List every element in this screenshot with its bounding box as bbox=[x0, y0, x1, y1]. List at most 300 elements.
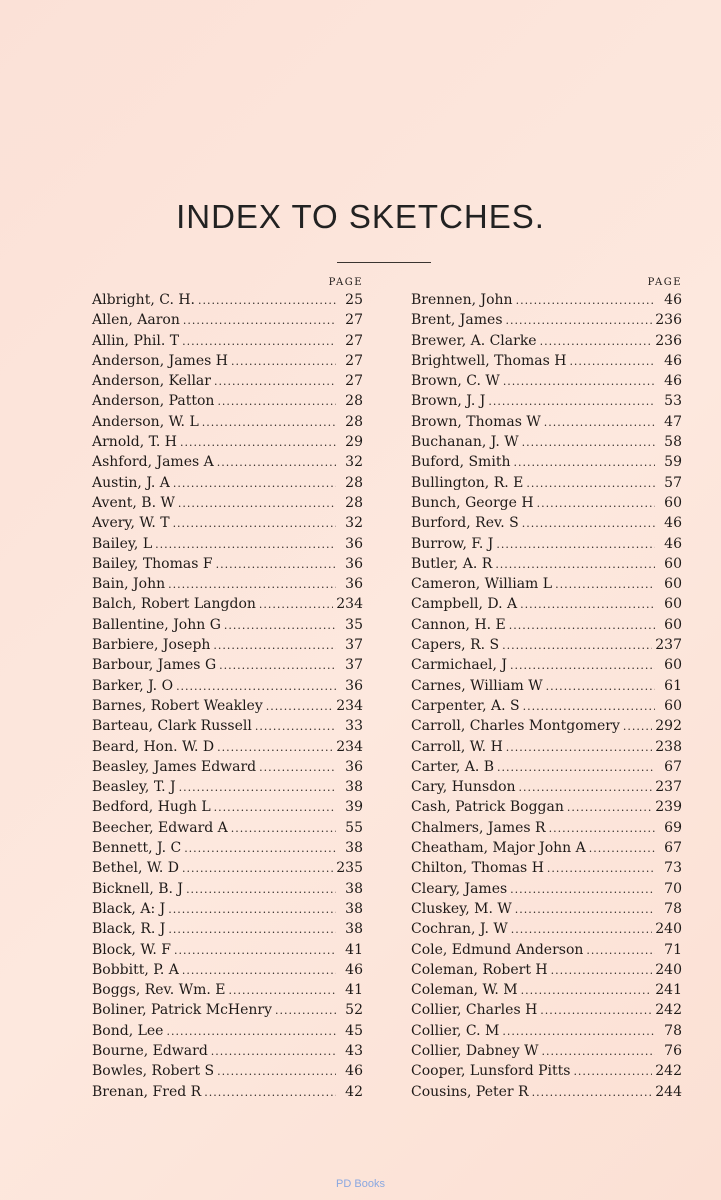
entry-name: Butler, A. R bbox=[411, 555, 493, 572]
entry-name: Bethel, W. D bbox=[92, 860, 179, 877]
index-entry bbox=[411, 1021, 682, 1041]
index-entry bbox=[411, 290, 682, 310]
dot-leader bbox=[540, 1001, 652, 1021]
index-entry bbox=[92, 371, 363, 391]
entry-page-number: 41 bbox=[345, 982, 363, 999]
entry-name: Boliner, Patrick McHenry bbox=[92, 1002, 273, 1019]
dot-leader bbox=[542, 1042, 656, 1062]
dot-leader bbox=[173, 514, 336, 534]
index-entry bbox=[92, 676, 363, 696]
dot-leader bbox=[275, 1001, 336, 1021]
index-entry bbox=[92, 351, 363, 371]
entry-name: Bicknell, B. J bbox=[92, 880, 184, 897]
entry-name: Black, R. J bbox=[92, 921, 166, 938]
dot-leader bbox=[214, 372, 336, 392]
entry-name: Ballentine, John G bbox=[92, 616, 221, 633]
index-entry bbox=[92, 655, 363, 675]
index-entry bbox=[411, 635, 682, 655]
dot-leader bbox=[511, 920, 652, 940]
index-entry bbox=[92, 980, 363, 1000]
dot-leader bbox=[217, 1062, 336, 1082]
entry-name: Bailey, Thomas F bbox=[92, 555, 213, 572]
dot-leader bbox=[180, 433, 336, 453]
index-entry bbox=[92, 716, 363, 736]
index-entry bbox=[92, 635, 363, 655]
dot-leader bbox=[569, 352, 655, 372]
entry-page-number: 76 bbox=[664, 1042, 682, 1059]
dot-leader bbox=[537, 494, 655, 514]
dot-leader bbox=[513, 453, 655, 473]
index-entry bbox=[92, 554, 363, 574]
index-entry bbox=[411, 493, 682, 513]
entry-page-number: 46 bbox=[345, 1063, 363, 1080]
dot-leader bbox=[186, 880, 336, 900]
index-entry bbox=[411, 1061, 682, 1081]
entry-name: Ashford, James A bbox=[92, 454, 214, 471]
entry-name: Campbell, D. A bbox=[411, 596, 518, 613]
entry-name: Brightwell, Thomas H bbox=[411, 352, 567, 369]
dot-leader bbox=[213, 636, 336, 656]
entry-page-number: 39 bbox=[345, 799, 363, 816]
entry-page-number: 60 bbox=[664, 576, 682, 593]
entry-name: Allin, Phil. T bbox=[92, 332, 180, 349]
entry-page-number: 234 bbox=[336, 697, 363, 714]
entry-page-number: 73 bbox=[664, 860, 682, 877]
entry-page-number: 38 bbox=[345, 900, 363, 917]
index-column-left bbox=[92, 276, 363, 1102]
entry-name: Cleary, James bbox=[411, 880, 508, 897]
index-entry bbox=[411, 757, 682, 777]
entry-name: Albright, C. H. bbox=[92, 292, 195, 308]
entry-page-number: 60 bbox=[664, 596, 682, 613]
index-entry bbox=[92, 757, 363, 777]
entry-page-number: 36 bbox=[345, 535, 363, 552]
entry-name: Coleman, W. M bbox=[411, 982, 518, 999]
entry-page-number: 29 bbox=[345, 434, 363, 451]
entry-name: Brown, C. W bbox=[411, 373, 500, 390]
dot-leader bbox=[555, 575, 655, 595]
entry-name: Barnes, Robert Weakley bbox=[92, 697, 263, 714]
entry-page-number: 36 bbox=[345, 677, 363, 694]
entry-page-number: 37 bbox=[345, 657, 363, 674]
entry-page-number: 25 bbox=[345, 292, 363, 308]
index-entry bbox=[411, 554, 682, 574]
index-entry bbox=[92, 574, 363, 594]
entry-name: Burrow, F. J bbox=[411, 535, 494, 552]
dot-leader bbox=[549, 819, 655, 839]
entry-page-number: 60 bbox=[664, 616, 682, 633]
dot-leader bbox=[216, 555, 336, 575]
entry-page-number: 237 bbox=[655, 779, 682, 796]
entry-page-number: 38 bbox=[345, 840, 363, 857]
dot-leader bbox=[182, 859, 333, 879]
entry-name: Carroll, W. H bbox=[411, 738, 503, 755]
entry-name: Bourne, Edward bbox=[92, 1042, 208, 1059]
index-entry bbox=[92, 1000, 363, 1020]
index-entry bbox=[92, 331, 363, 351]
index-entry bbox=[411, 919, 682, 939]
dot-leader bbox=[506, 311, 653, 331]
entry-page-number: 60 bbox=[664, 555, 682, 572]
index-entry bbox=[92, 696, 363, 716]
dot-leader bbox=[168, 900, 336, 920]
dot-leader bbox=[173, 474, 336, 494]
entry-name: Carroll, Charles Montgomery bbox=[411, 718, 620, 735]
entry-name: Chilton, Thomas H bbox=[411, 860, 544, 877]
entry-page-number: 241 bbox=[655, 982, 682, 999]
page-column-header: PAGE bbox=[328, 277, 363, 288]
entry-page-number: 67 bbox=[664, 840, 682, 857]
entry-page-number: 32 bbox=[345, 515, 363, 532]
dot-leader bbox=[497, 758, 655, 778]
entry-name: Brown, J. J bbox=[411, 393, 486, 410]
entry-name: Cluskey, M. W bbox=[411, 900, 512, 917]
index-entry bbox=[411, 432, 682, 452]
entry-name: Barteau, Clark Russell bbox=[92, 718, 252, 735]
dot-leader bbox=[224, 616, 336, 636]
dot-leader bbox=[259, 595, 333, 615]
index-entry bbox=[411, 371, 682, 391]
index-entry bbox=[411, 615, 682, 635]
entry-page-number: 59 bbox=[664, 454, 682, 471]
dot-leader bbox=[202, 413, 336, 433]
index-entry bbox=[92, 899, 363, 919]
entry-name: Arnold, T. H bbox=[92, 434, 177, 451]
dot-leader bbox=[495, 555, 655, 575]
entry-page-number: 46 bbox=[664, 515, 682, 532]
index-entry bbox=[411, 777, 682, 797]
entry-name: Avery, W. T bbox=[92, 515, 170, 532]
dot-leader bbox=[522, 514, 655, 534]
dot-leader bbox=[506, 738, 652, 758]
entry-name: Bullington, R. E bbox=[411, 474, 524, 491]
entry-page-number: 60 bbox=[664, 697, 682, 714]
entry-name: Brennen, John bbox=[411, 292, 513, 308]
index-entry bbox=[411, 858, 682, 878]
index-entry bbox=[411, 899, 682, 919]
dot-leader bbox=[526, 474, 655, 494]
entry-name: Cannon, H. E bbox=[411, 616, 506, 633]
entry-page-number: 60 bbox=[664, 657, 682, 674]
index-entry bbox=[92, 534, 363, 554]
entry-page-number: 41 bbox=[345, 941, 363, 958]
index-entry bbox=[92, 858, 363, 878]
dot-leader bbox=[231, 352, 336, 372]
entry-name: Cary, Hunsdon bbox=[411, 779, 516, 796]
dot-leader bbox=[551, 961, 653, 981]
index-entry bbox=[92, 940, 363, 960]
index-entry bbox=[411, 797, 682, 817]
page-column-header: PAGE bbox=[647, 277, 682, 288]
entry-page-number: 42 bbox=[345, 1083, 363, 1100]
entry-name: Brewer, A. Clarke bbox=[411, 332, 537, 349]
title-rule bbox=[337, 262, 431, 263]
entry-name: Balch, Robert Langdon bbox=[92, 596, 256, 613]
index-entries bbox=[92, 290, 363, 1102]
entry-page-number: 28 bbox=[345, 393, 363, 410]
dot-leader bbox=[515, 900, 655, 920]
entry-name: Carter, A. B bbox=[411, 758, 495, 775]
entry-page-number: 58 bbox=[664, 434, 682, 451]
entry-name: Bailey, L bbox=[92, 535, 153, 552]
dot-leader bbox=[229, 981, 337, 1001]
dot-leader bbox=[179, 778, 336, 798]
index-entry bbox=[92, 615, 363, 635]
dot-leader bbox=[488, 392, 655, 412]
index-entry bbox=[92, 391, 363, 411]
entry-name: Boggs, Rev. Wm. E bbox=[92, 982, 226, 999]
entry-page-number: 46 bbox=[664, 352, 682, 369]
entry-page-number: 46 bbox=[664, 292, 682, 308]
index-entry bbox=[411, 351, 682, 371]
entry-name: Collier, Dabney W bbox=[411, 1042, 539, 1059]
entry-name: Carpenter, A. S bbox=[411, 697, 520, 714]
entry-page-number: 71 bbox=[664, 941, 682, 958]
index-entry bbox=[411, 452, 682, 472]
index-entry bbox=[411, 391, 682, 411]
entry-page-number: 70 bbox=[664, 880, 682, 897]
watermark: PD Books bbox=[336, 1178, 385, 1190]
index-entry bbox=[92, 432, 363, 452]
entry-page-number: 46 bbox=[664, 373, 682, 390]
index-entry bbox=[92, 960, 363, 980]
dot-leader bbox=[182, 332, 336, 352]
index-entries bbox=[411, 290, 682, 1102]
entry-page-number: 67 bbox=[664, 758, 682, 775]
dot-leader bbox=[544, 413, 655, 433]
dot-leader bbox=[540, 332, 653, 352]
entry-page-number: 47 bbox=[664, 413, 682, 430]
index-entry bbox=[411, 940, 682, 960]
index-entry bbox=[411, 838, 682, 858]
dot-leader bbox=[532, 1083, 653, 1103]
dot-leader bbox=[503, 372, 655, 392]
entry-page-number: 60 bbox=[664, 494, 682, 511]
index-entry bbox=[411, 737, 682, 757]
index-entry bbox=[411, 534, 682, 554]
entry-name: Anderson, James H bbox=[92, 352, 228, 369]
index-entry bbox=[411, 594, 682, 614]
dot-leader bbox=[519, 778, 653, 798]
entry-name: Bain, John bbox=[92, 576, 166, 593]
entry-name: Barbour, James G bbox=[92, 657, 217, 674]
dot-leader bbox=[214, 798, 336, 818]
entry-page-number: 234 bbox=[336, 596, 363, 613]
entry-page-number: 234 bbox=[336, 738, 363, 755]
index-entry bbox=[411, 879, 682, 899]
entry-name: Cochran, J. W bbox=[411, 921, 508, 938]
dot-leader bbox=[183, 311, 336, 331]
entry-name: Coleman, Robert H bbox=[411, 961, 548, 978]
index-entry bbox=[92, 919, 363, 939]
entry-page-number: 46 bbox=[664, 535, 682, 552]
entry-name: Block, W. F bbox=[92, 941, 171, 958]
dot-leader bbox=[623, 717, 652, 737]
dot-leader bbox=[510, 656, 655, 676]
entry-name: Carnes, William W bbox=[411, 677, 543, 694]
dot-leader bbox=[217, 392, 336, 412]
index-entry bbox=[411, 513, 682, 533]
dot-leader bbox=[259, 758, 336, 778]
index-entry bbox=[92, 513, 363, 533]
entry-page-number: 237 bbox=[655, 637, 682, 654]
index-entry bbox=[92, 1061, 363, 1081]
dot-leader bbox=[211, 1042, 336, 1062]
entry-page-number: 38 bbox=[345, 921, 363, 938]
dot-leader bbox=[496, 535, 655, 555]
entry-name: Barbiere, Joseph bbox=[92, 637, 211, 654]
entry-page-number: 27 bbox=[345, 352, 363, 369]
dot-leader bbox=[521, 981, 653, 1001]
dot-leader bbox=[547, 859, 655, 879]
index-entry bbox=[92, 797, 363, 817]
entry-page-number: 45 bbox=[345, 1022, 363, 1039]
entry-name: Cheatham, Major John A bbox=[411, 840, 586, 857]
dot-leader bbox=[168, 920, 336, 940]
index-entry bbox=[92, 1082, 363, 1102]
dot-leader bbox=[182, 961, 336, 981]
entry-page-number: 38 bbox=[345, 880, 363, 897]
entry-name: Anderson, Kellar bbox=[92, 373, 211, 390]
dot-leader bbox=[567, 798, 652, 818]
dot-leader bbox=[586, 941, 655, 961]
entry-name: Brent, James bbox=[411, 312, 503, 329]
entry-name: Collier, Charles H bbox=[411, 1002, 538, 1019]
index-entry bbox=[92, 737, 363, 757]
entry-page-number: 55 bbox=[345, 819, 363, 836]
entry-page-number: 236 bbox=[655, 312, 682, 329]
entry-name: Bedford, Hugh L bbox=[92, 799, 211, 816]
index-entry bbox=[411, 1082, 682, 1102]
dot-leader bbox=[176, 677, 336, 697]
index-entry bbox=[411, 1000, 682, 1020]
page-title: INDEX TO SKETCHES. bbox=[176, 198, 545, 235]
entry-name: Avent, B. W bbox=[92, 494, 175, 511]
index-entry bbox=[92, 1021, 363, 1041]
entry-page-number: 240 bbox=[655, 921, 682, 938]
index-entry bbox=[92, 452, 363, 472]
index-entry bbox=[411, 818, 682, 838]
index-entry bbox=[92, 310, 363, 330]
index-entry bbox=[92, 594, 363, 614]
entry-name: Beecher, Edward A bbox=[92, 819, 228, 836]
dot-leader bbox=[546, 677, 655, 697]
entry-name: Barker, J. O bbox=[92, 677, 174, 694]
entry-page-number: 37 bbox=[345, 637, 363, 654]
entry-name: Brenan, Fred R bbox=[92, 1083, 202, 1100]
entry-page-number: 46 bbox=[345, 961, 363, 978]
entry-page-number: 32 bbox=[345, 454, 363, 471]
index-entry bbox=[411, 574, 682, 594]
dot-leader bbox=[184, 839, 336, 859]
index-entry bbox=[411, 676, 682, 696]
entry-page-number: 69 bbox=[664, 819, 682, 836]
entry-name: Bowles, Robert S bbox=[92, 1063, 215, 1080]
index-entry bbox=[411, 331, 682, 351]
index-entry bbox=[92, 412, 363, 432]
entry-name: Cash, Patrick Boggan bbox=[411, 799, 564, 816]
dot-leader bbox=[573, 1062, 652, 1082]
entry-name: Collier, C. M bbox=[411, 1022, 500, 1039]
entry-name: Austin, J. A bbox=[92, 474, 170, 491]
dot-leader bbox=[255, 717, 336, 737]
index-entry bbox=[411, 716, 682, 736]
dot-leader bbox=[522, 433, 655, 453]
entry-name: Chalmers, James R bbox=[411, 819, 546, 836]
entry-name: Bond, Lee bbox=[92, 1022, 164, 1039]
index-entry bbox=[411, 960, 682, 980]
entry-name: Carmichael, J bbox=[411, 657, 507, 674]
entry-name: Brown, Thomas W bbox=[411, 413, 541, 430]
entry-name: Cole, Edmund Anderson bbox=[411, 941, 584, 958]
entry-name: Anderson, Patton bbox=[92, 393, 215, 410]
entry-page-number: 236 bbox=[655, 332, 682, 349]
entry-name: Beard, Hon. W. D bbox=[92, 738, 215, 755]
entry-name: Beasley, T. J bbox=[92, 779, 176, 796]
entry-page-number: 38 bbox=[345, 779, 363, 796]
index-entry bbox=[92, 473, 363, 493]
index-entry bbox=[92, 290, 363, 310]
dot-leader bbox=[510, 880, 655, 900]
dot-leader bbox=[516, 291, 655, 311]
entry-page-number: 78 bbox=[664, 1022, 682, 1039]
dot-leader bbox=[217, 453, 336, 473]
entry-page-number: 53 bbox=[664, 393, 682, 410]
entry-page-number: 242 bbox=[655, 1063, 682, 1080]
entry-name: Buford, Smith bbox=[411, 454, 511, 471]
index-entry bbox=[411, 655, 682, 675]
entry-page-number: 238 bbox=[655, 738, 682, 755]
entry-page-number: 57 bbox=[664, 474, 682, 491]
entry-page-number: 33 bbox=[345, 718, 363, 735]
entry-page-number: 235 bbox=[336, 860, 363, 877]
dot-leader bbox=[266, 697, 334, 717]
entry-name: Capers, R. S bbox=[411, 637, 500, 654]
entry-name: Buchanan, J. W bbox=[411, 434, 519, 451]
entry-page-number: 28 bbox=[345, 474, 363, 491]
entry-name: Cameron, William L bbox=[411, 576, 553, 593]
dot-leader bbox=[589, 839, 655, 859]
index-entry bbox=[92, 838, 363, 858]
dot-leader bbox=[217, 738, 333, 758]
entry-page-number: 27 bbox=[345, 332, 363, 349]
index-entry bbox=[411, 696, 682, 716]
index-entry bbox=[411, 980, 682, 1000]
dot-leader bbox=[155, 535, 336, 555]
entry-name: Burford, Rev. S bbox=[411, 515, 519, 532]
index-entry bbox=[411, 1041, 682, 1061]
entry-page-number: 242 bbox=[655, 1002, 682, 1019]
entry-name: Anderson, W. L bbox=[92, 413, 199, 430]
entry-name: Cousins, Peter R bbox=[411, 1083, 529, 1100]
index-entry bbox=[92, 879, 363, 899]
index-entry bbox=[411, 412, 682, 432]
entry-page-number: 28 bbox=[345, 494, 363, 511]
entry-name: Beasley, James Edward bbox=[92, 758, 257, 775]
dot-leader bbox=[198, 291, 336, 311]
entry-page-number: 244 bbox=[655, 1083, 682, 1100]
dot-leader bbox=[509, 616, 655, 636]
dot-leader bbox=[219, 656, 336, 676]
dot-leader bbox=[231, 819, 336, 839]
entry-page-number: 35 bbox=[345, 616, 363, 633]
dot-leader bbox=[502, 1022, 655, 1042]
index-entry bbox=[411, 310, 682, 330]
dot-leader bbox=[520, 595, 655, 615]
dot-leader bbox=[168, 575, 336, 595]
entry-page-number: 61 bbox=[664, 677, 682, 694]
index-entry bbox=[92, 777, 363, 797]
